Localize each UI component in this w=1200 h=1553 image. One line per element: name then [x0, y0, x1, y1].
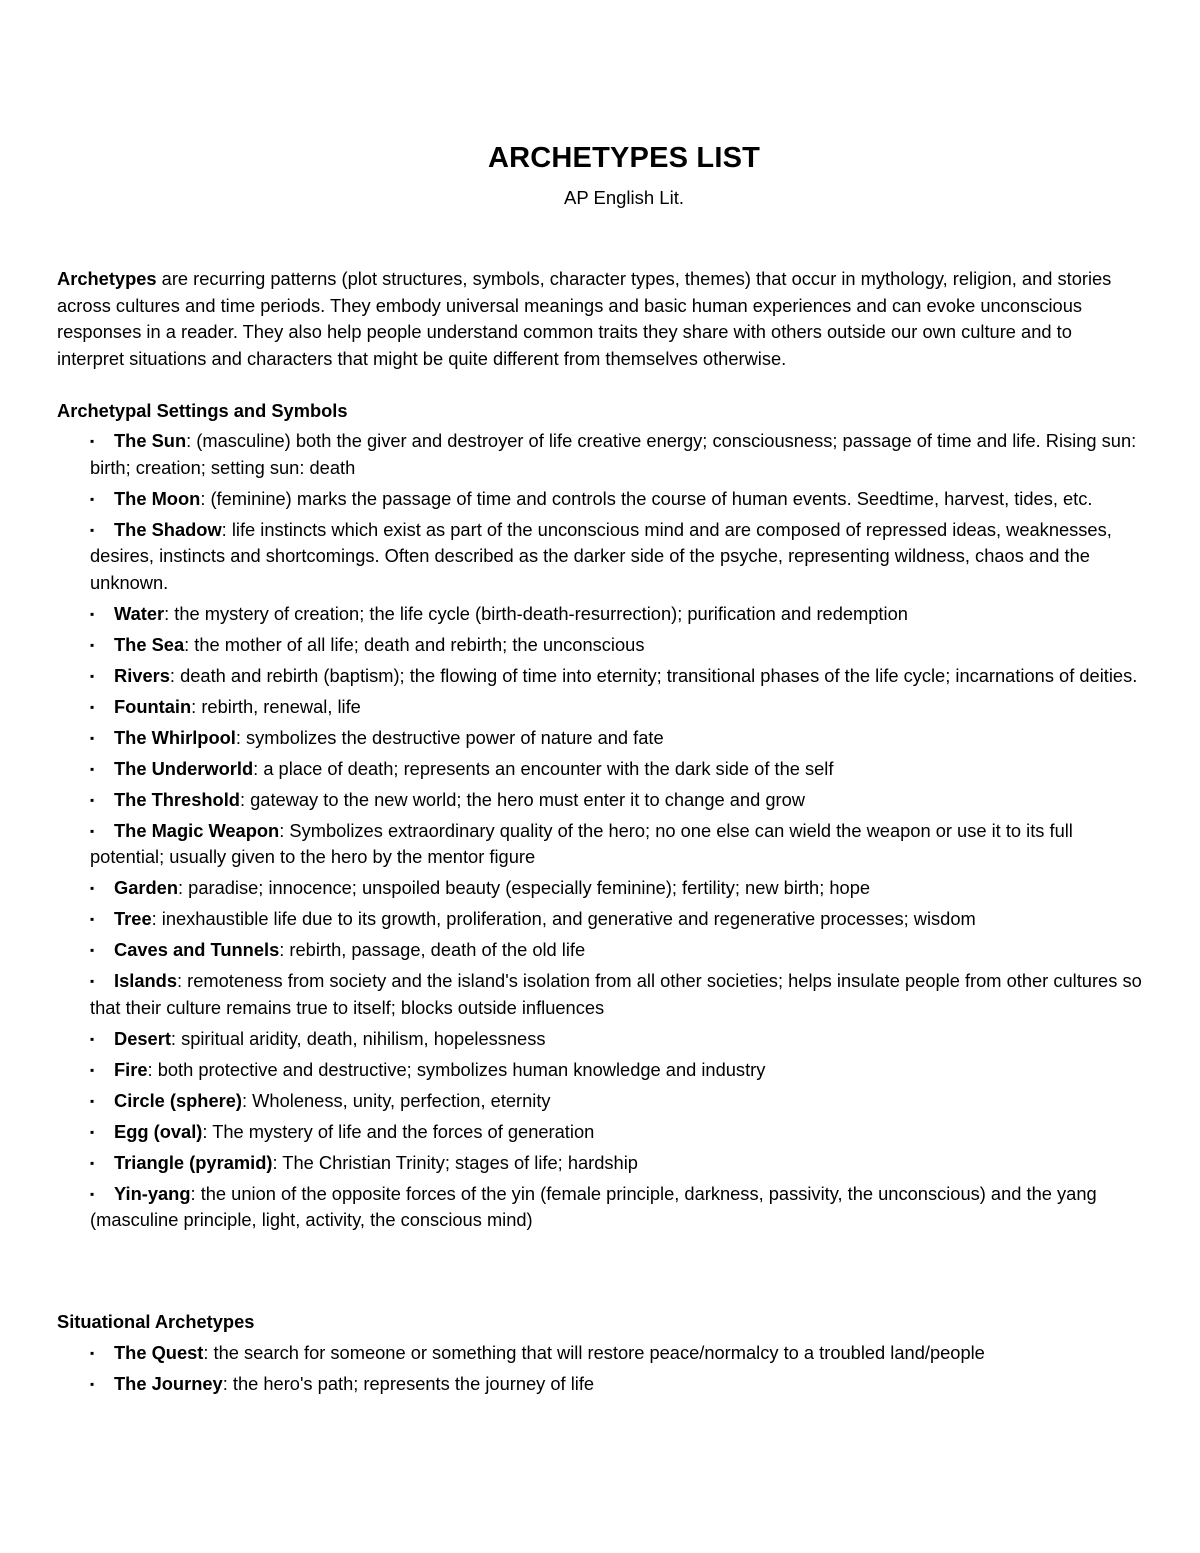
bullet-icon: ▪: [90, 1377, 95, 1391]
list-item: [90, 756, 1150, 783]
bullet-icon: ▪: [90, 434, 95, 448]
list-item-description: : remoteness from society and the island's isolation from all other societies; helps insulate people from other cultures so that their culture remains true to itself; blocks outside influences: [90, 970, 1142, 1018]
list-item: [90, 601, 1150, 628]
list-item-description: : a place of death; represents an encounter with the dark side of the self: [253, 757, 834, 779]
list-item-description: : rebirth, passage, death of the old life: [279, 939, 586, 960]
list-item: [90, 875, 1150, 902]
list-item-description: : inexhaustible life due to its growth, proliferation, and generative and regenerative processes; wisdom: [151, 908, 976, 929]
list-item: [90, 694, 1150, 721]
bullet-icon: ▪: [90, 823, 95, 838]
list-item-term: Garden: [114, 877, 179, 898]
list-item-description: : life instincts which exist as part of the unconscious mind and are composed of repressed ideas, weaknesses, desires, instincts and shortcomings. Often described as the darker side of the psyche, representing wildness, chaos and the unknown.: [90, 518, 1112, 593]
bullet-icon: ▪: [90, 943, 95, 957]
list-item-description: : symbolizes the destructive power of nature and fate: [235, 726, 664, 748]
list-item: [90, 1057, 1150, 1084]
list-item: [90, 818, 1150, 871]
list-item-term: Water: [114, 602, 165, 624]
bullet-icon: ▪: [90, 881, 95, 895]
bullet-icon: ▪: [90, 1031, 95, 1046]
list-item-term: Desert: [114, 1027, 171, 1049]
list-item-description: : (feminine) marks the passage of time and controls the course of human events. Seedtime, harvest, tides, etc.: [200, 487, 1093, 509]
list-item-term: Tree: [114, 908, 152, 929]
list-item: [90, 632, 1150, 659]
situational-list: [90, 1340, 1150, 1402]
list-item-description: : the search for someone or something that will restore peace/normalcy to a troubled land/people: [203, 1342, 985, 1363]
bullet-icon: ▪: [90, 1093, 95, 1108]
bullet-icon: ▪: [90, 637, 95, 652]
intro-term: Archetypes: [57, 268, 157, 289]
bullet-icon: ▪: [90, 761, 95, 776]
list-item-term: Triangle (pyramid): [114, 1151, 273, 1173]
bullet-icon: ▪: [90, 491, 95, 506]
list-item: [90, 1371, 1150, 1398]
list-item-term: Fire: [114, 1058, 148, 1080]
section-heading-settings-symbols: Archetypal Settings and Symbols: [57, 400, 348, 421]
list-item: [90, 428, 1150, 481]
list-item-term: The Moon: [114, 487, 201, 509]
list-item: [90, 1026, 1150, 1053]
list-item-term: The Journey: [114, 1373, 223, 1394]
list-item-description: : death and rebirth (baptism); the flowing of time into eternity; transitional phases of the life cycle; incarnations of deities.: [169, 664, 1138, 686]
list-item-description: : The mystery of life and the forces of generation: [202, 1120, 595, 1142]
list-item: [90, 1088, 1150, 1115]
list-item: [90, 906, 1150, 933]
list-item-description: : (masculine) both the giver and destroyer of life creative energy; consciousness; passage of time and life. Rising sun: birth; creation; setting sun: death: [90, 430, 1137, 478]
list-item-description: : the union of the opposite forces of the yin (female principle, darkness, passivity, the unconscious) and the yang (masculine principle, light, activity, the conscious mind): [90, 1182, 1097, 1230]
list-item: [90, 663, 1150, 690]
list-item-description: : gateway to the new world; the hero must enter it to change and grow: [239, 788, 805, 810]
list-item: [90, 968, 1150, 1021]
intro-text: are recurring patterns (plot structures, symbols, character types, themes) that occur in mythology, religion, and stories across cultures and time periods. They embody universal meanings and basic human experiences and can evoke unconscious responses in a reader. They also help people understand common traits they share with others outside our own culture and to interpret situations and characters that might be quite different from themselves otherwise.: [57, 268, 1112, 369]
bullet-icon: ▪: [90, 1346, 95, 1360]
list-item-term: Yin-yang: [114, 1182, 191, 1204]
list-item-description: : both protective and destructive; symbolizes human knowledge and industry: [147, 1058, 766, 1080]
list-item-term: The Whirlpool: [114, 726, 236, 748]
settings-symbols-list: [90, 428, 1150, 1238]
list-item-term: The Quest: [114, 1342, 204, 1363]
bullet-icon: ▪: [90, 792, 95, 807]
bullet-icon: ▪: [90, 730, 95, 745]
list-item-description: : the hero's path; represents the journey of life: [222, 1373, 595, 1394]
list-item-term: The Threshold: [114, 788, 240, 810]
list-item-term: Islands: [114, 970, 177, 991]
list-item-description: : spiritual aridity, death, nihilism, hopelessness: [170, 1027, 546, 1049]
bullet-icon: ▪: [90, 606, 95, 621]
section-heading-situational: Situational Archetypes: [57, 1311, 255, 1332]
list-item: [90, 937, 1150, 964]
bullet-icon: ▪: [90, 699, 95, 714]
bullet-icon: ▪: [90, 1155, 95, 1170]
list-item-description: : paradise; innocence; unspoiled beauty (especially feminine); fertility; new birth; hope: [178, 877, 871, 898]
list-item-term: The Shadow: [114, 518, 222, 540]
list-item: [90, 787, 1150, 814]
document-subtitle: AP English Lit.: [564, 187, 684, 208]
list-item-term: Egg (oval): [114, 1120, 203, 1142]
list-item-term: Circle (sphere): [114, 1089, 243, 1111]
list-item: [90, 1150, 1150, 1177]
intro-paragraph: [57, 266, 1143, 372]
bullet-icon: ▪: [90, 974, 95, 988]
bullet-icon: ▪: [90, 522, 95, 537]
list-item-term: Rivers: [114, 664, 170, 686]
list-item-term: The Underworld: [114, 757, 254, 779]
bullet-icon: ▪: [90, 1186, 95, 1201]
list-item: [90, 725, 1150, 752]
list-item-description: : Wholeness, unity, perfection, eternity: [242, 1089, 551, 1111]
list-item: [90, 486, 1150, 513]
list-item-description: : Symbolizes extraordinary quality of the hero; no one else can wield the weapon or use it to its full potential; usually given to the hero by the mentor figure: [90, 819, 1073, 867]
bullet-icon: ▪: [90, 1124, 95, 1139]
list-item: [90, 1119, 1150, 1146]
list-item: [90, 517, 1150, 597]
list-item-description: : the mystery of creation; the life cycle (birth-death-resurrection); purification and redemption: [164, 602, 908, 624]
list-item-description: : The Christian Trinity; stages of life; hardship: [272, 1151, 638, 1173]
list-item-term: The Sun: [114, 430, 187, 451]
list-item-description: : the mother of all life; death and rebirth; the unconscious: [184, 633, 645, 655]
list-item-term: The Magic Weapon: [114, 819, 280, 841]
list-item-description: : rebirth, renewal, life: [191, 695, 361, 717]
bullet-icon: ▪: [90, 912, 95, 926]
list-item-term: Fountain: [114, 695, 192, 717]
bullet-icon: ▪: [90, 1062, 95, 1077]
bullet-icon: ▪: [90, 668, 95, 683]
list-item-term: The Sea: [114, 633, 185, 655]
list-item: [90, 1340, 1150, 1367]
document-title: ARCHETYPES LIST: [487, 142, 761, 174]
list-item-term: Caves and Tunnels: [114, 939, 280, 960]
list-item: [90, 1181, 1150, 1234]
